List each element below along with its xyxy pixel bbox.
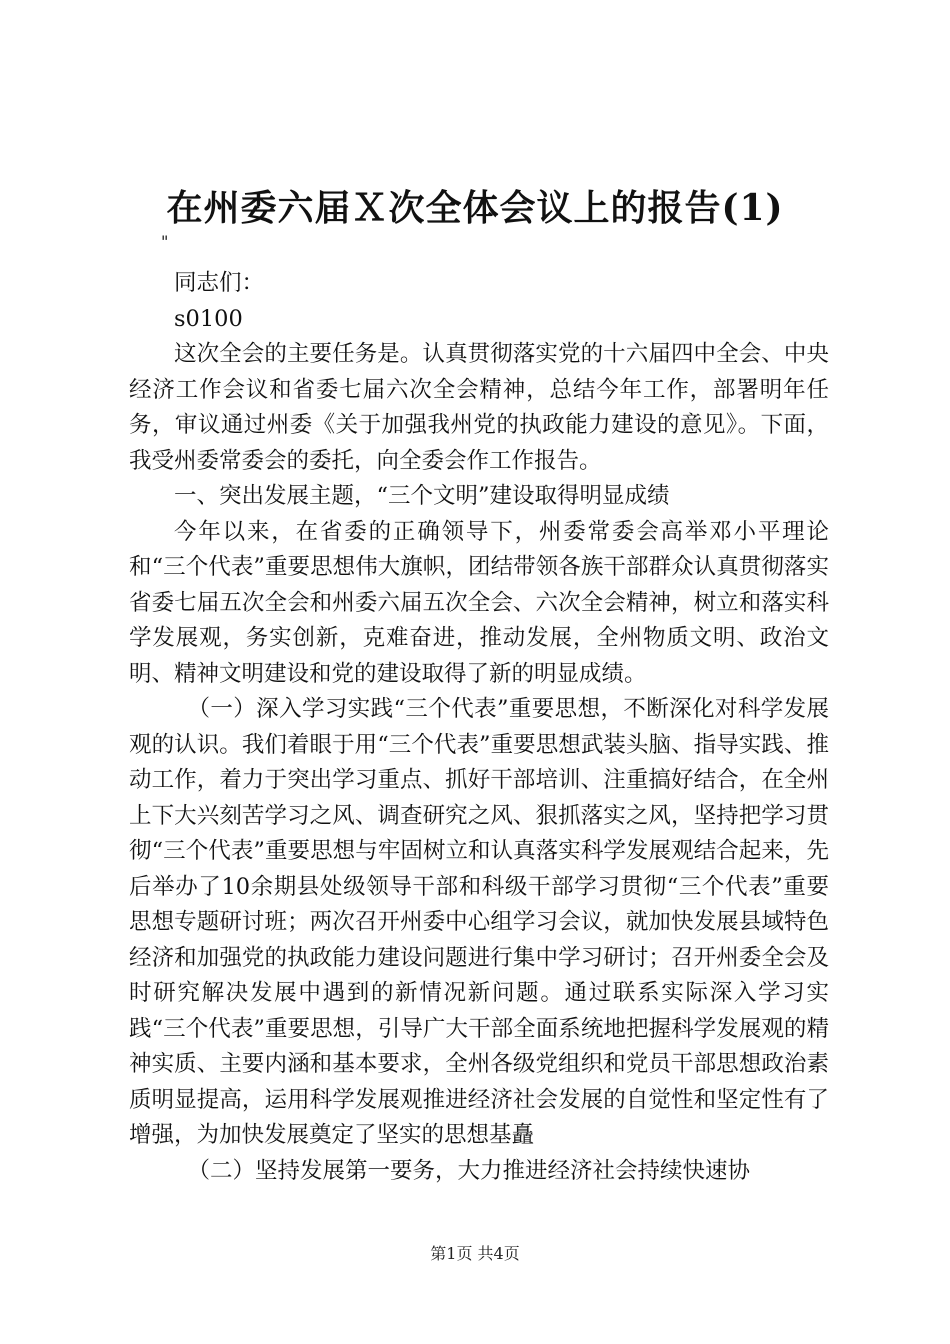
stray-quote-mark: "	[161, 232, 169, 251]
subsection-paragraph: （一）深入学习实践“三个代表”重要思想，不断深化对科学发展观的认识。我们着眼于用“三个代表”重要思想武装头脑、指导实践、推动工作，着力于突出学习重点、抓好干部培训、注重搞好结合，在全州上下大兴刻苦学习之风、调查研究之风、狠抓落实之风，坚持把学习贯彻“三个代表”重要思想与牢固树立和认真落实科学发展观结合起来，先后举办了10余期县处级领导干部和科级干部学习贯彻“三个代表”重要思想专题研讨班；两次召开州委中心组学习会议，就加快发展县域特色经济和加强党的执政能力建设问题进行集中学习研讨；召开州委全会及时研究解决发展中遇到的新情况新问题。通过联系实际深入学习实践“三个代表”重要思想，引导广大干部全面系统地把握科学发展观的精神实质、主要内涵和基本要求，全州各级党组织和党员干部思想政治素质明显提高，运用科学发展观推进经济社会发展的自觉性和坚定性有了增强，为加快发展奠定了坚实的思想基矗	[129, 696, 829, 1148]
salutation: 同志们：	[174, 270, 265, 296]
subsection-paragraph: （二）坚持发展第一要务，大力推进经济社会持续快速协	[187, 1157, 751, 1184]
page-footer: 第1页 共4页	[430, 1244, 520, 1263]
intro-paragraph: 这次全会的主要任务是。认真贯彻落实党的十六届四中全会、中央经济工作会议和省委七届六次全会精神，总结今年工作，部署明年任务，审议通过州委《关于加强我州党的执政能力建设的意见》。下面，我受州委常委会的委托，向全委会作工作报告。	[129, 341, 829, 474]
code-line: s0100	[174, 305, 243, 332]
body-paragraph: 今年以来，在省委的正确领导下，州委常委会高举邓小平理论和“三个代表”重要思想伟大旗帜，团结带领各族干部群众认真贯彻落实省委七届五次全会和州委六届五次全会、六次全会精神，树立和落实科学发展观，务实创新，克难奋进，推动发展，全州物质文明、政治文明、精神文明建设和党的建设取得了新的明显成绩。	[129, 518, 829, 687]
section-heading: 一、突出发展主题，“三个文明”建设取得明显成绩	[174, 483, 670, 509]
document-title: 在州委六届Ｘ次全体会议上的报告(1)	[166, 187, 784, 229]
document-body	[129, 232, 829, 1189]
